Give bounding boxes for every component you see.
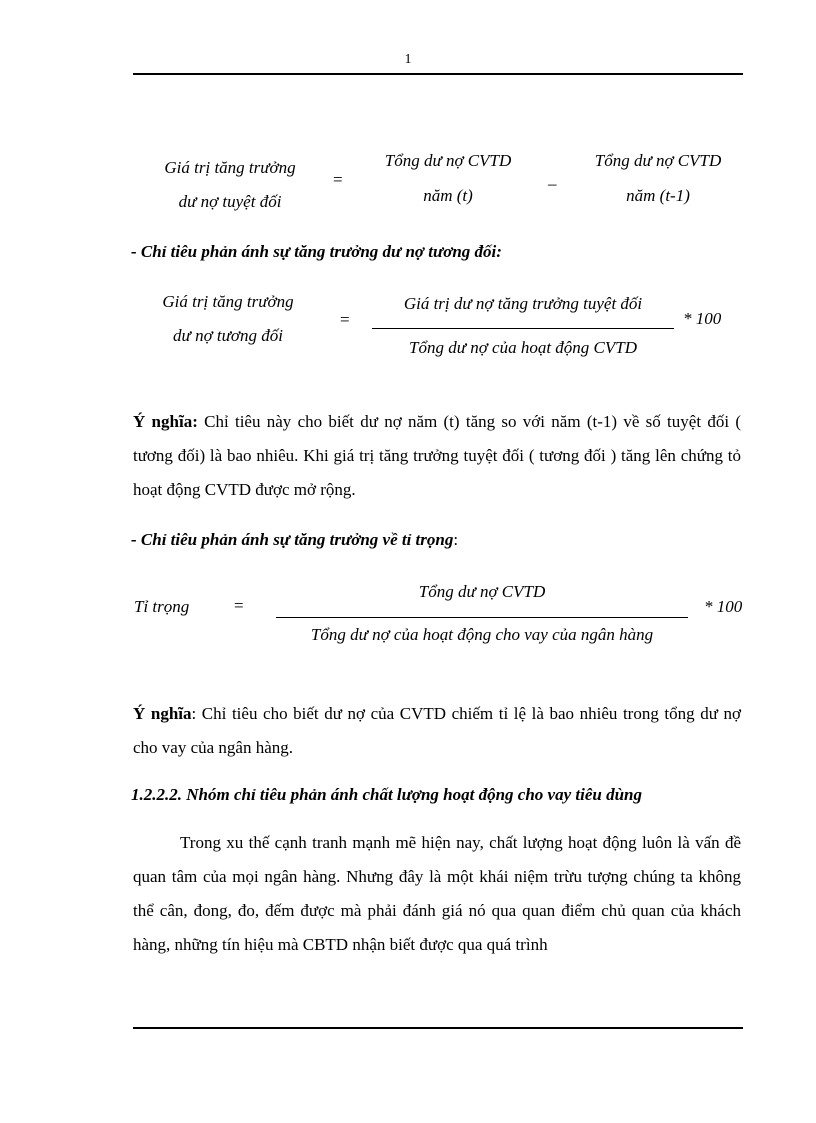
formula1-term1-line2: năm (t) xyxy=(423,186,473,205)
heading-proportion: - Chỉ tiêu phản ánh sự tăng trưởng về tỉ trọng xyxy=(131,530,454,549)
page-number: 1 xyxy=(404,52,412,67)
meaning1-label: Ý nghĩa: xyxy=(133,412,198,431)
footer-rule xyxy=(133,1027,743,1029)
meaning1-text: Chỉ tiêu này cho biết dư nợ năm (t) tăng so với năm (t-1) về số tuyệt đối ( tương đối) là bao nhiêu. Khi giá trị tăng trưởng tuyệt đối ( tương đối ) tăng lên chứng tỏ hoạt động CVTD được mở rộng. xyxy=(133,412,741,499)
section-heading: 1.2.2.2. Nhóm chỉ tiêu phản ánh chất lượng hoạt động cho vay tiêu dùng xyxy=(131,785,642,804)
formula3-multiplier: * 100 xyxy=(704,597,743,616)
formula2-numerator: Giá trị dư nợ tăng trưởng tuyệt đối xyxy=(403,294,643,313)
formula3-denominator: Tổng dư nợ của hoạt động cho vay của ngân hàng xyxy=(310,625,654,644)
formula2-equals: = xyxy=(340,310,350,329)
formula1-lhs-line2: dư nợ tuyệt đối xyxy=(178,192,282,211)
formula2-denominator: Tổng dư nợ của hoạt động CVTD xyxy=(408,338,638,357)
formula2-fraction-line xyxy=(372,328,674,329)
formula2-multiplier: * 100 xyxy=(683,309,722,328)
formula3-lhs: Tỉ trọng xyxy=(134,597,190,616)
formula3-equals: = xyxy=(234,596,244,615)
formula1-term2-line2: năm (t-1) xyxy=(626,186,690,205)
heading-proportion-colon: : xyxy=(453,530,459,549)
formula2-lhs-line1: Giá trị tăng trưởng xyxy=(162,292,294,311)
heading-proportion-line xyxy=(131,530,458,550)
meaning2-text: : Chỉ tiêu cho biết dư nợ của CVTD chiếm tỉ lệ là bao nhiêu trong tổng dư nợ cho vay của ngân hàng. xyxy=(133,704,741,757)
formula2-lhs-line2: dư nợ tương đối xyxy=(173,326,283,345)
formula3-numerator: Tổng dư nợ CVTD xyxy=(418,582,546,601)
formula1-term1-line1: Tổng dư nợ CVTD xyxy=(384,151,512,170)
meaning2-label: Ý nghĩa xyxy=(133,704,192,723)
formula1-lhs-line1: Giá trị tăng trưởng xyxy=(164,158,296,177)
formula1-term2-line1: Tổng dư nợ CVTD xyxy=(594,151,722,170)
meaning-paragraph-1 xyxy=(133,405,741,507)
body-paragraph: Trong xu thế cạnh tranh mạnh mẽ hiện nay, chất lượng hoạt động luôn là vấn đề quan tâm của mọi ngân hàng. Nhưng đây là một khái niệm trừu tượng chúng ta không thể cân, đong, đo, đếm được mà phải đánh giá nó qua quan điểm chủ quan của khách hàng, những tín hiệu mà CBTD nhận biết được qua quá trình xyxy=(133,833,741,954)
formula1-equals: = xyxy=(333,170,343,189)
meaning-paragraph-2 xyxy=(133,697,741,765)
formula1-minus: – xyxy=(548,174,557,193)
formula3-fraction-line xyxy=(276,617,688,618)
heading-relative-growth: - Chỉ tiêu phản ánh sự tăng trưởng dư nợ tương đối: xyxy=(131,242,502,261)
header-rule xyxy=(133,73,743,75)
